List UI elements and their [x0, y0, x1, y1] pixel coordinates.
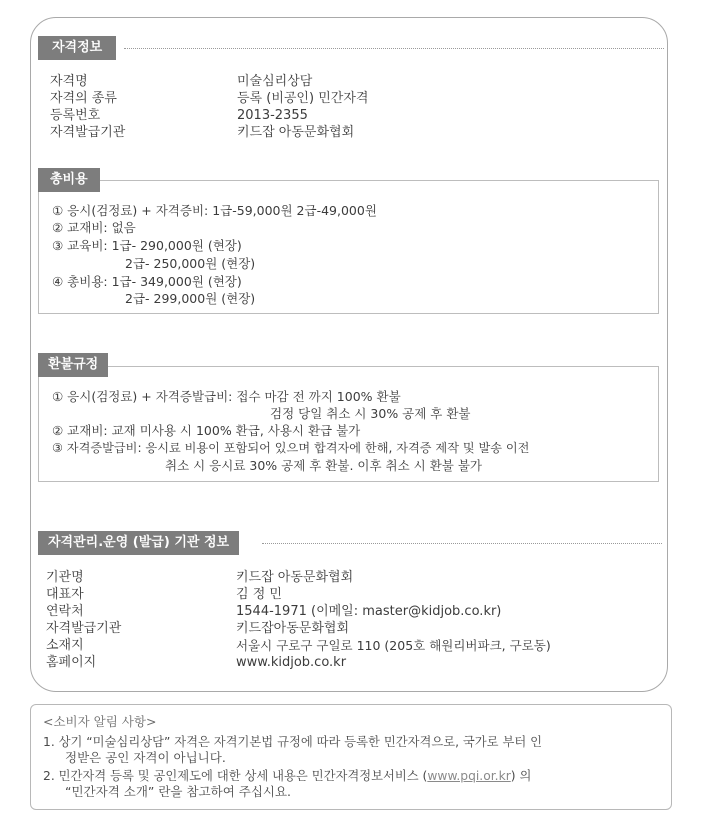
agency-row — [46, 587, 656, 603]
notice-item-2-cont: “민간자격 소개” 란을 참고하여 주십시요. — [65, 784, 292, 799]
refund-line: ① 응시(검정료) + 자격증발급비: 접수 마감 전 까지 100% 환불 — [52, 389, 401, 404]
refund-line: 검정 당일 취소 시 30% 공제 후 환불 — [270, 406, 471, 421]
row-value: 등록 (비공인) 민간자격 — [237, 91, 369, 106]
section-title-agency: 자격관리.운영 (발급) 기관 정보 — [38, 531, 239, 555]
agency-row — [46, 621, 656, 637]
qualification-row — [50, 125, 650, 141]
row-label: 대표자 — [46, 587, 84, 602]
qualification-row — [50, 91, 650, 107]
refund-line: ③ 자격증발급비: 응시료 비용이 포함되어 있으며 합격자에 한해, 자격증 제작 및 발송 이전 — [52, 441, 530, 455]
cost-line: ④ 총비용: 1급- 349,000원 (현장) — [52, 274, 242, 289]
agency-row — [46, 604, 656, 620]
row-value: 키드잡 아동문화협회 — [236, 570, 354, 585]
row-value: 키드잡 아동문화협회 — [237, 125, 355, 140]
cost-line: ② 교재비: 없음 — [52, 220, 136, 235]
row-label: 등록번호 — [50, 108, 101, 123]
section-divider — [124, 48, 664, 49]
row-value: 키드잡아동문화협회 — [236, 621, 350, 636]
qualification-row — [50, 74, 650, 90]
agency-row — [46, 638, 656, 654]
pqi-link[interactable]: www.pqi.or.kr — [427, 769, 511, 783]
row-label: 자격명 — [50, 74, 88, 89]
cost-line: ① 응시(검정료) + 자격증비: 1급-59,000원 2급-49,000원 — [52, 203, 377, 218]
agency-row — [46, 570, 656, 586]
row-value: 김 정 민 — [236, 587, 282, 602]
row-value: 2013-2355 — [237, 108, 308, 123]
row-label: 연락처 — [46, 604, 84, 619]
consumer-notice-box — [30, 704, 672, 810]
section-divider — [262, 543, 662, 544]
section-title-qualification: 자격정보 — [38, 36, 116, 60]
notice-item-1: 1. 상기 “미술심리상담” 자격은 자격기본법 규정에 따라 등록한 민간자격으로, 국가로 부터 인 — [43, 735, 543, 749]
row-value: 1544-1971 (이메일: master@kidjob.co.kr) — [236, 604, 502, 619]
row-label: 자격의 종류 — [50, 91, 117, 106]
row-label: 기관명 — [46, 570, 84, 585]
agency-row — [46, 655, 656, 671]
section-title-total-cost: 총비용 — [38, 168, 100, 192]
section-title-refund: 환불규정 — [38, 353, 108, 377]
row-label: 자격발급기관 — [50, 125, 126, 140]
refund-line: ② 교재비: 교재 미사용 시 100% 환급, 사용시 환급 불가 — [52, 423, 361, 438]
notice-item-2 — [43, 768, 531, 784]
row-label: 소재지 — [46, 638, 84, 653]
notice-item-1-cont: 정받은 공인 자격이 아닙니다. — [65, 750, 226, 765]
row-label: 홈페이지 — [46, 655, 97, 670]
row-value: 미술심리상담 — [237, 74, 313, 89]
notice-item-2-prefix: 2. 민간자격 등록 및 공인제도에 대한 상세 내용은 민간자격정보서비스 ( — [43, 769, 428, 783]
row-label: 자격발급기관 — [46, 621, 122, 636]
cost-line: ③ 교육비: 1급- 290,000원 (현장) — [52, 238, 242, 253]
notice-item-2-suffix: ) 의 — [510, 769, 532, 783]
cost-line: 2급- 299,000원 (현장) — [125, 291, 256, 306]
homepage-link[interactable]: www.kidjob.co.kr — [236, 655, 347, 670]
refund-line: 취소 시 응시료 30% 공제 후 환불. 이후 취소 시 환불 불가 — [165, 458, 482, 473]
qualification-row — [50, 108, 650, 124]
cost-line: 2급- 250,000원 (현장) — [125, 256, 256, 271]
notice-heading: <소비자 알림 사항> — [43, 714, 157, 729]
row-value: 서울시 구로구 구일로 110 (205호 해원리버파크, 구로동) — [236, 638, 551, 653]
